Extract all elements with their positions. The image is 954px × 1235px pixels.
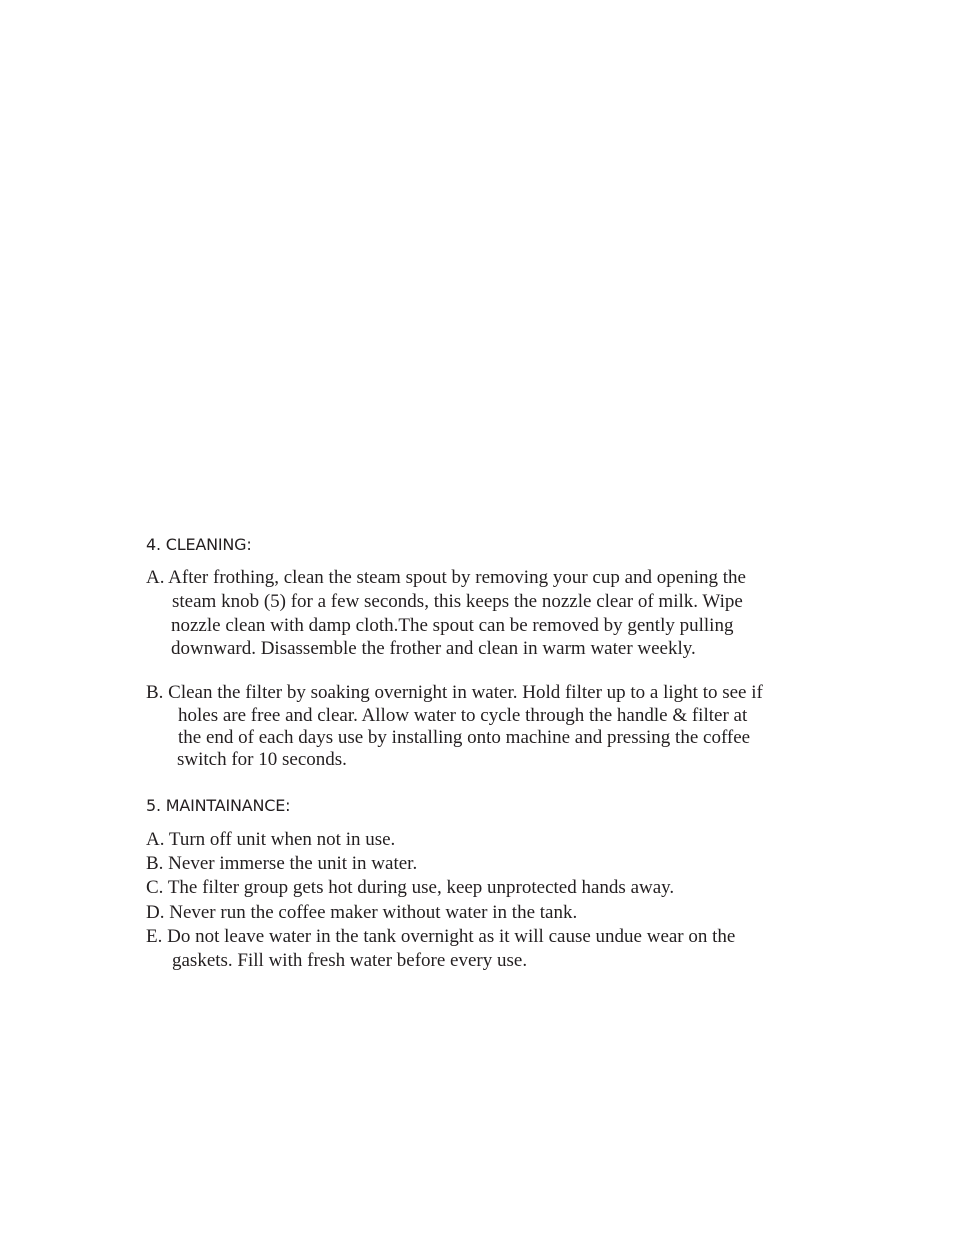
cleaning-item-b-line-4: switch for 10 seconds. bbox=[177, 749, 347, 770]
maintainance-item-d: D. Never run the coffee maker without water in the tank. bbox=[146, 902, 578, 923]
maintainance-item-e-line-2: gaskets. Fill with fresh water before every use. bbox=[172, 950, 528, 971]
cleaning-item-b-line-1: B. Clean the filter by soaking overnight in water. Hold filter up to a light to see if bbox=[146, 682, 763, 703]
maintainance-item-c: C. The filter group gets hot during use, keep unprotected hands away. bbox=[146, 877, 675, 898]
cleaning-item-b-line-2: holes are free and clear. Allow water to cycle through the handle & filter at bbox=[178, 705, 748, 726]
cleaning-item-a-line-2: steam knob (5) for a few seconds, this keeps the nozzle clear of milk. Wipe bbox=[172, 591, 743, 612]
maintainance-heading: 5. MAINTAINANCE: bbox=[146, 796, 291, 815]
cleaning-heading: 4. CLEANING: bbox=[146, 535, 252, 554]
maintainance-item-e-line-1: E. Do not leave water in the tank overnight as it will cause undue wear on the bbox=[146, 926, 736, 947]
maintainance-item-a: A. Turn off unit when not in use. bbox=[146, 829, 396, 850]
cleaning-item-a-line-3: nozzle clean with damp cloth.The spout can be removed by gently pulling bbox=[171, 615, 734, 636]
cleaning-item-a-line-1: A. After frothing, clean the steam spout by removing your cup and opening the bbox=[146, 567, 746, 588]
maintainance-item-b: B. Never immerse the unit in water. bbox=[146, 853, 418, 874]
cleaning-item-a-line-4: downward. Disassemble the frother and clean in warm water weekly. bbox=[171, 638, 696, 659]
cleaning-item-b-line-3: the end of each days use by installing onto machine and pressing the coffee bbox=[178, 727, 751, 748]
